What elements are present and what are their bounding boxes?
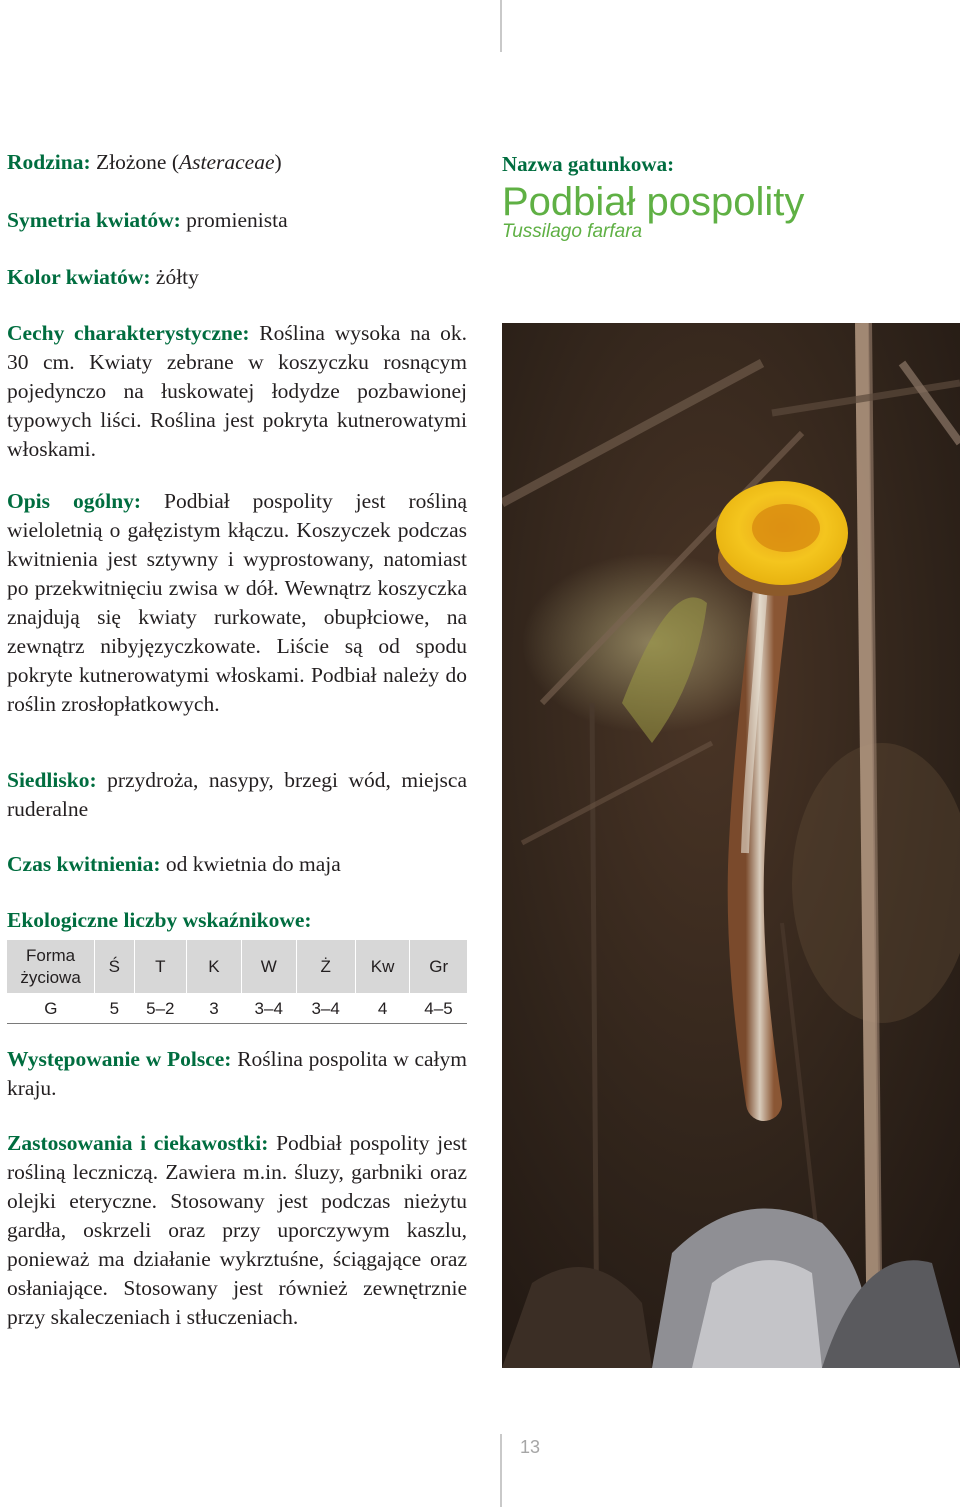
habitat-text: przydroża, nasypy, brzegi wód, miejsca ruderalne xyxy=(7,768,468,821)
eco-heading xyxy=(7,906,467,935)
bottom-divider-line xyxy=(500,1434,502,1507)
eco-value-cell: 5 xyxy=(95,993,134,1024)
flowering-label: Czas kwitnienia: xyxy=(7,852,161,876)
family-value: Złożone ( xyxy=(96,150,179,174)
features-text: Roślina wysoka na ok. 30 cm. Kwiaty zebrane w koszyczku rosnącym pojedynczo na łuskowatej łodydze pozbawionej typowych liści. Roślina jest pokryta kutnerowatymi włoskami. xyxy=(7,321,467,461)
species-latin-name: Tussilago farfara xyxy=(502,221,643,242)
eco-value-cell: 4 xyxy=(355,993,410,1024)
species-common-name: Podbiał pospolity xyxy=(502,180,805,224)
eco-value-cell: 5–2 xyxy=(134,993,187,1024)
color-field xyxy=(7,263,467,292)
habitat-label: Siedlisko: xyxy=(7,768,97,792)
coltsfoot-photo-illustration xyxy=(502,323,960,1368)
eco-header-cell: K xyxy=(187,940,242,993)
occurrence-label: Występowanie w Polsce: xyxy=(7,1047,232,1071)
page-number: 13 xyxy=(520,1437,541,1457)
eco-header-row xyxy=(7,940,467,993)
eco-header-cell: Forma życiowa xyxy=(7,940,95,993)
species-name-label: Nazwa gatunkowa: xyxy=(502,152,675,176)
eco-header-cell: Gr xyxy=(410,940,467,993)
symmetry-label: Symetria kwiatów: xyxy=(7,208,181,232)
eco-value-cell: 3–4 xyxy=(296,993,355,1024)
eco-label: Ekologiczne liczby wskaźnikowe: xyxy=(7,908,312,932)
features-label: Cechy charakterystyczne: xyxy=(7,321,250,345)
eco-value-cell: 3 xyxy=(187,993,242,1024)
symmetry-value: promienista xyxy=(186,208,288,232)
occurrence-text: Roślina pospolita w całym kraju. xyxy=(7,1047,467,1100)
family-field xyxy=(7,148,467,177)
family-close: ) xyxy=(274,150,282,174)
uses-paragraph xyxy=(7,1129,467,1332)
eco-value-row xyxy=(7,993,467,1024)
description-label: Opis ogólny: xyxy=(7,489,142,513)
species-header xyxy=(502,152,942,243)
symmetry-field xyxy=(7,206,467,235)
eco-header-cell: Ż xyxy=(296,940,355,993)
eco-header-cell: T xyxy=(134,940,187,993)
eco-value-cell: 3–4 xyxy=(241,993,296,1024)
description-text: Podbiał pospolity jest rośliną wieloletnią o gałęzistym kłączu. Koszyczek podczas kwitnienia jest sztywny i wyprostowany, natomiast po przekwitnięciu zwisa w dół. Wewnątrz koszyczka znajdują się kwiaty rurkowate, obupłciowe, na zewnątrz nibyjęzyczkowate. Liście są od spodu pokryte kutnerowatymi włoskami. Podbiał należy do roślin zrosłopłatkowych. xyxy=(7,489,467,716)
description-paragraph xyxy=(7,487,467,719)
eco-header-cell: Ś xyxy=(95,940,134,993)
occurrence-paragraph xyxy=(7,1045,467,1103)
color-value: żółty xyxy=(155,265,199,289)
habitat-paragraph xyxy=(7,766,467,824)
eco-indicator-table xyxy=(7,940,467,1024)
uses-label: Zastosowania i ciekawostki: xyxy=(7,1131,269,1155)
eco-value-cell: 4–5 xyxy=(410,993,467,1024)
color-label: Kolor kwiatów: xyxy=(7,265,151,289)
family-latin: Asteraceae xyxy=(178,150,275,174)
eco-header-cell: Kw xyxy=(355,940,410,993)
uses-text: Podbiał pospolity jest rośliną leczniczą. Zawiera m.in. śluzy, garbniki oraz olejki eteryczne. Stosowany jest podczas nieżytu gardła, oskrzeli oraz przy uporczywym kaszlu, ponieważ ma działanie wykrztuśne, ściągające oraz osłaniające. Stosowany jest również zewnętrznie przy skaleczeniach i stłuczeniach. xyxy=(7,1131,467,1329)
features-paragraph xyxy=(7,319,467,464)
coltsfoot-photo xyxy=(502,323,960,1368)
eco-header-cell: W xyxy=(241,940,296,993)
flowering-field xyxy=(7,850,467,879)
eco-value-cell: G xyxy=(7,993,95,1024)
top-divider-line xyxy=(500,0,502,52)
flowering-text: od kwietnia do maja xyxy=(165,852,341,876)
family-label: Rodzina: xyxy=(7,150,91,174)
